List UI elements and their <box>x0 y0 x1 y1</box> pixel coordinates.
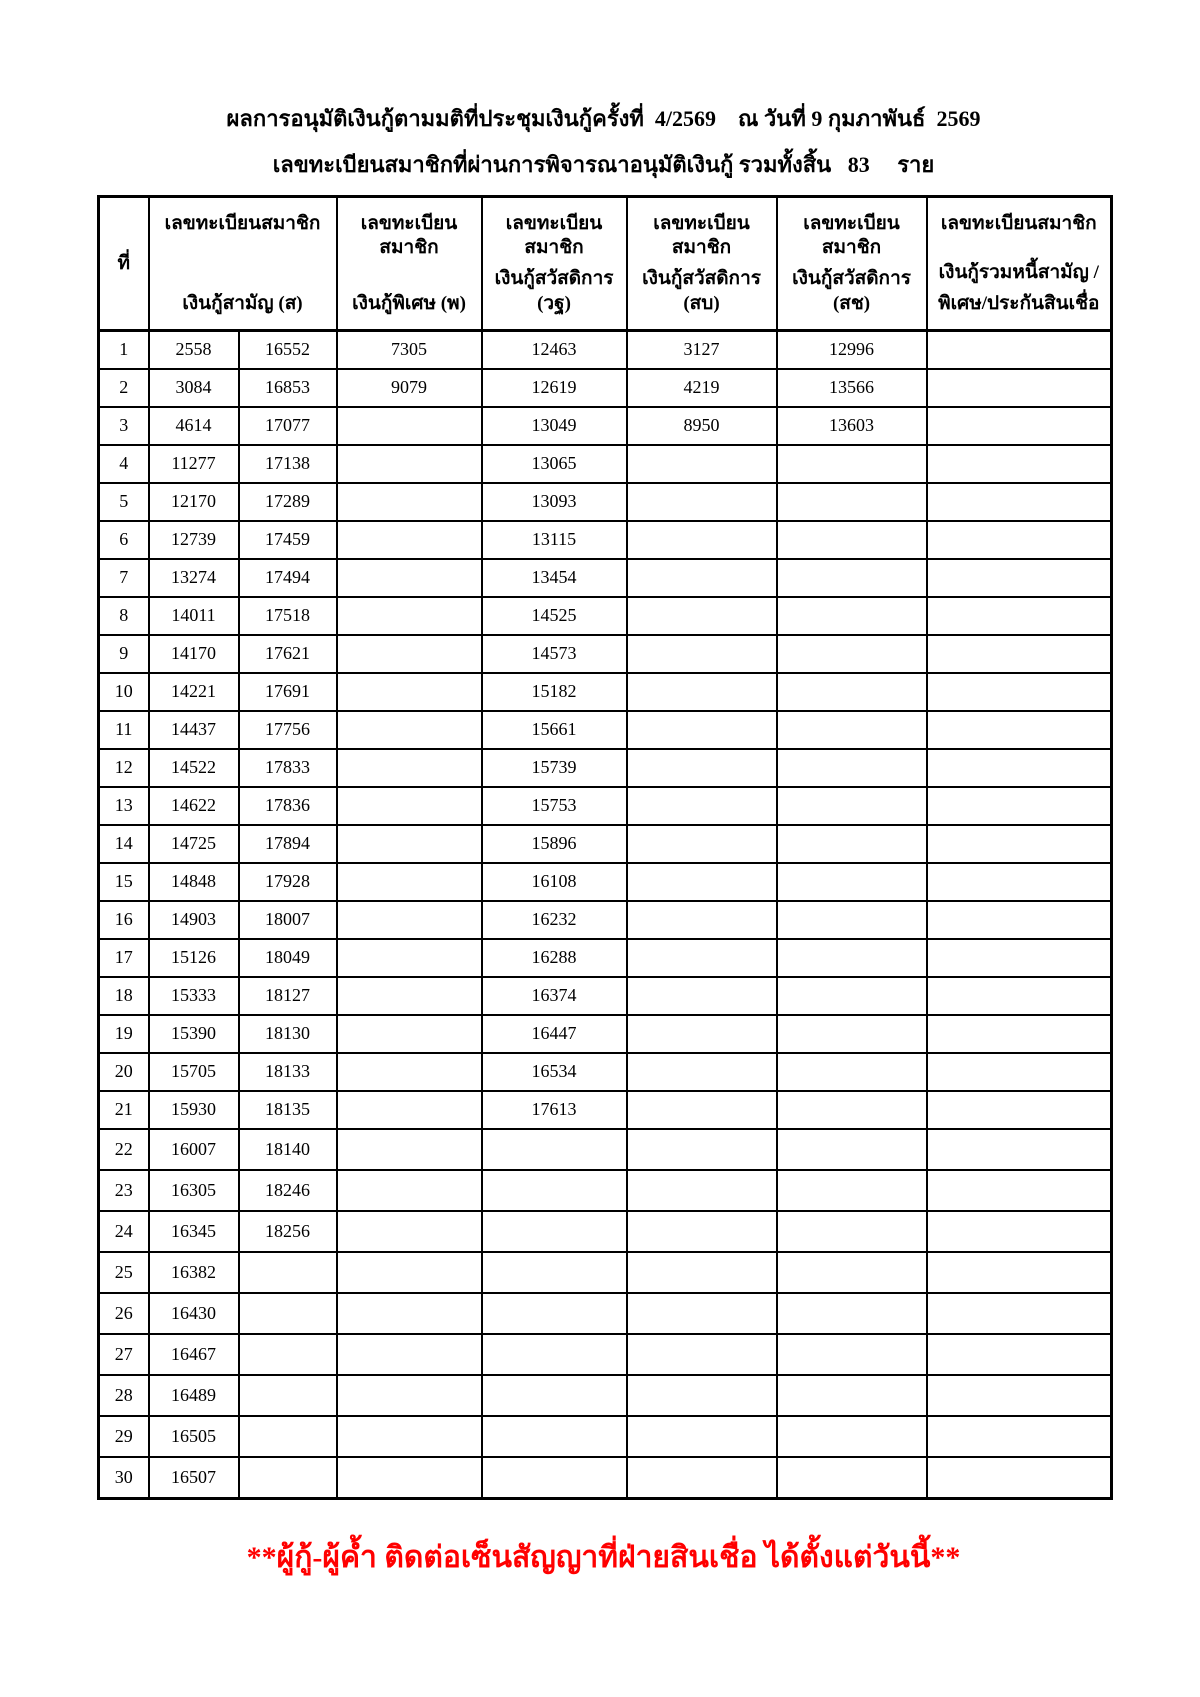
row-number-cell: 11 <box>99 711 149 749</box>
member-number-cell <box>337 1375 482 1416</box>
member-number-cell: 18135 <box>239 1091 337 1129</box>
member-number-cell <box>337 1457 482 1499</box>
member-number-cell <box>482 1129 627 1170</box>
member-number-cell <box>337 407 482 445</box>
member-number-cell: 18246 <box>239 1170 337 1211</box>
member-number-cell: 3084 <box>149 369 239 407</box>
member-number-cell <box>337 901 482 939</box>
member-number-cell: 13049 <box>482 407 627 445</box>
table-row <box>99 901 1112 939</box>
member-number-cell <box>927 559 1112 597</box>
row-number-cell: 25 <box>99 1252 149 1293</box>
member-number-cell: 17494 <box>239 559 337 597</box>
member-number-cell: 14437 <box>149 711 239 749</box>
member-number-cell <box>337 559 482 597</box>
member-number-cell <box>777 559 927 597</box>
member-number-cell <box>627 787 777 825</box>
member-reg-label: เลขทะเบียนสมาชิก <box>940 212 1097 234</box>
member-number-cell: 16288 <box>482 939 627 977</box>
member-number-cell <box>627 559 777 597</box>
member-number-cell <box>627 521 777 559</box>
member-number-cell <box>777 521 927 559</box>
member-number-cell <box>927 330 1112 369</box>
member-number-cell: 17138 <box>239 445 337 483</box>
row-number-cell: 2 <box>99 369 149 407</box>
table-row <box>99 407 1112 445</box>
member-number-cell <box>627 597 777 635</box>
member-number-cell <box>337 1416 482 1457</box>
member-number-cell <box>337 445 482 483</box>
table-row <box>99 787 1112 825</box>
member-number-cell: 13115 <box>482 521 627 559</box>
member-number-cell: 17894 <box>239 825 337 863</box>
table-row <box>99 711 1112 749</box>
member-number-cell: 18007 <box>239 901 337 939</box>
table-row <box>99 1252 1112 1293</box>
member-number-cell: 14903 <box>149 901 239 939</box>
member-number-cell: 15705 <box>149 1053 239 1091</box>
table-row <box>99 1053 1112 1091</box>
member-number-cell <box>337 939 482 977</box>
member-number-cell <box>927 1091 1112 1129</box>
row-number-cell: 7 <box>99 559 149 597</box>
member-number-cell: 16467 <box>149 1334 239 1375</box>
member-number-cell <box>927 939 1112 977</box>
member-number-cell <box>239 1334 337 1375</box>
member-number-cell <box>337 977 482 1015</box>
member-number-cell: 14170 <box>149 635 239 673</box>
member-number-cell: 15739 <box>482 749 627 787</box>
member-number-cell <box>777 1170 927 1211</box>
member-number-cell <box>482 1252 627 1293</box>
member-number-cell: 17833 <box>239 749 337 787</box>
row-number-cell: 17 <box>99 939 149 977</box>
table-row <box>99 559 1112 597</box>
member-number-cell: 17613 <box>482 1091 627 1129</box>
member-number-cell <box>777 939 927 977</box>
member-number-cell: 15930 <box>149 1091 239 1129</box>
table-row <box>99 939 1112 977</box>
row-number-cell: 1 <box>99 330 149 369</box>
member-number-cell <box>627 1375 777 1416</box>
row-number-cell: 8 <box>99 597 149 635</box>
col-header-loan-saman <box>149 196 337 330</box>
member-number-cell: 14725 <box>149 825 239 863</box>
table-row <box>99 1293 1112 1334</box>
member-number-cell: 16374 <box>482 977 627 1015</box>
member-number-cell <box>337 863 482 901</box>
member-number-cell <box>239 1457 337 1499</box>
row-number-cell: 22 <box>99 1129 149 1170</box>
member-number-cell <box>482 1375 627 1416</box>
table-row <box>99 825 1112 863</box>
member-number-cell <box>927 635 1112 673</box>
col-header-loan-sawat-sch <box>777 196 927 330</box>
member-number-cell <box>239 1252 337 1293</box>
member-number-cell: 17518 <box>239 597 337 635</box>
row-number-cell: 14 <box>99 825 149 863</box>
table-row <box>99 521 1112 559</box>
member-number-cell <box>627 1416 777 1457</box>
member-number-cell <box>777 1211 927 1252</box>
member-number-cell: 14525 <box>482 597 627 635</box>
member-number-cell: 16534 <box>482 1053 627 1091</box>
member-number-cell: 15896 <box>482 825 627 863</box>
member-number-cell <box>482 1416 627 1457</box>
member-number-cell: 18140 <box>239 1129 337 1170</box>
member-number-cell: 16853 <box>239 369 337 407</box>
table-row <box>99 445 1112 483</box>
member-reg-label: เลขทะเบียนสมาชิก <box>653 212 750 259</box>
member-number-cell: 3127 <box>627 330 777 369</box>
row-number-cell: 30 <box>99 1457 149 1499</box>
member-number-cell: 17077 <box>239 407 337 445</box>
member-number-cell <box>337 597 482 635</box>
member-number-cell <box>927 369 1112 407</box>
member-number-cell <box>927 445 1112 483</box>
member-reg-label: เลขทะเบียนสมาชิก <box>505 212 603 259</box>
member-number-cell: 13454 <box>482 559 627 597</box>
member-number-cell <box>927 1170 1112 1211</box>
table-header-row <box>99 196 1112 330</box>
table-row <box>99 673 1112 711</box>
row-number-cell: 23 <box>99 1170 149 1211</box>
table-row <box>99 597 1112 635</box>
member-number-cell: 14622 <box>149 787 239 825</box>
member-number-cell: 17691 <box>239 673 337 711</box>
row-number-cell: 20 <box>99 1053 149 1091</box>
member-number-cell <box>627 825 777 863</box>
table-row <box>99 749 1112 787</box>
table-row <box>99 1211 1112 1252</box>
member-number-cell <box>337 483 482 521</box>
member-number-cell: 14011 <box>149 597 239 635</box>
member-number-cell <box>627 1129 777 1170</box>
member-number-cell: 16382 <box>149 1252 239 1293</box>
member-number-cell <box>777 749 927 787</box>
col-header-loan-sawat-sb <box>627 196 777 330</box>
member-number-cell <box>927 825 1112 863</box>
member-number-cell: 13065 <box>482 445 627 483</box>
member-number-cell <box>927 787 1112 825</box>
member-number-cell <box>627 1170 777 1211</box>
member-number-cell: 13093 <box>482 483 627 521</box>
member-number-cell: 9079 <box>337 369 482 407</box>
member-number-cell <box>337 1170 482 1211</box>
member-number-cell: 16447 <box>482 1015 627 1053</box>
member-number-cell <box>337 1091 482 1129</box>
member-number-cell: 16108 <box>482 863 627 901</box>
loan-ruamnee-label-line2: พิเศษ/ประกันสินเชื่อ <box>938 293 1100 315</box>
member-number-cell: 13274 <box>149 559 239 597</box>
member-number-cell <box>777 1457 927 1499</box>
member-number-cell <box>337 787 482 825</box>
member-number-cell <box>777 1091 927 1129</box>
member-number-cell <box>777 901 927 939</box>
loan-approval-table <box>97 195 1113 1500</box>
member-number-cell <box>239 1416 337 1457</box>
member-number-cell <box>337 635 482 673</box>
member-number-cell <box>777 825 927 863</box>
member-number-cell <box>627 445 777 483</box>
row-number-cell: 6 <box>99 521 149 559</box>
member-number-cell <box>927 1334 1112 1375</box>
member-number-cell: 14522 <box>149 749 239 787</box>
member-number-cell <box>239 1375 337 1416</box>
member-number-cell: 14848 <box>149 863 239 901</box>
member-number-cell <box>927 1457 1112 1499</box>
member-number-cell: 16345 <box>149 1211 239 1252</box>
member-number-cell <box>627 635 777 673</box>
member-number-cell: 11277 <box>149 445 239 483</box>
member-reg-label: เลขทะเบียนสมาชิก <box>164 212 321 234</box>
member-number-cell: 15126 <box>149 939 239 977</box>
member-reg-label: เลขทะเบียนสมาชิก <box>360 212 458 259</box>
row-number-cell: 5 <box>99 483 149 521</box>
member-number-cell <box>777 1053 927 1091</box>
member-number-cell <box>337 521 482 559</box>
loan-ruamnee-label-line1: เงินกู้รวมหนี้สามัญ / <box>938 262 1099 284</box>
row-number-cell: 4 <box>99 445 149 483</box>
member-number-cell <box>927 1015 1112 1053</box>
row-number-cell: 16 <box>99 901 149 939</box>
member-number-cell <box>337 825 482 863</box>
member-number-cell <box>627 1015 777 1053</box>
member-number-cell <box>627 483 777 521</box>
member-number-cell <box>337 1252 482 1293</box>
row-number-cell: 24 <box>99 1211 149 1252</box>
member-number-cell <box>627 711 777 749</box>
member-number-cell: 18133 <box>239 1053 337 1091</box>
col-header-loan-sawat-wt <box>482 196 627 330</box>
col-header-no <box>99 196 149 330</box>
member-number-cell <box>627 1334 777 1375</box>
table-row <box>99 483 1112 521</box>
loan-sawat-sb-label: เงินกู้สวัสดิการ (สบ) <box>642 268 761 315</box>
loan-sawat-wt-label: เงินกู้สวัสดิการ (วฐ) <box>494 268 614 315</box>
member-number-cell: 16505 <box>149 1416 239 1457</box>
table-row <box>99 1129 1112 1170</box>
member-number-cell: 18130 <box>239 1015 337 1053</box>
member-number-cell <box>627 939 777 977</box>
member-number-cell <box>927 1293 1112 1334</box>
member-number-cell: 15390 <box>149 1015 239 1053</box>
member-number-cell: 16305 <box>149 1170 239 1211</box>
row-number-cell: 3 <box>99 407 149 445</box>
member-number-cell: 15333 <box>149 977 239 1015</box>
table-row <box>99 863 1112 901</box>
table-row <box>99 1457 1112 1499</box>
member-number-cell: 4614 <box>149 407 239 445</box>
loan-sawat-sch-label: เงินกู้สวัสดิการ (สช) <box>792 268 911 315</box>
member-number-cell <box>777 1293 927 1334</box>
member-number-cell <box>337 1293 482 1334</box>
member-number-cell: 16430 <box>149 1293 239 1334</box>
member-number-cell <box>627 1211 777 1252</box>
row-number-cell: 21 <box>99 1091 149 1129</box>
member-number-cell: 16007 <box>149 1129 239 1170</box>
member-number-cell: 17928 <box>239 863 337 901</box>
member-number-cell: 4219 <box>627 369 777 407</box>
member-reg-label: เลขทะเบียนสมาชิก <box>803 212 900 259</box>
member-number-cell: 15753 <box>482 787 627 825</box>
member-number-cell <box>777 711 927 749</box>
member-number-cell <box>777 673 927 711</box>
member-number-cell <box>777 483 927 521</box>
table-row <box>99 369 1112 407</box>
member-number-cell: 17289 <box>239 483 337 521</box>
col-header-loan-ruamnee <box>927 196 1112 330</box>
row-number-cell: 18 <box>99 977 149 1015</box>
row-number-cell: 26 <box>99 1293 149 1334</box>
member-number-cell <box>482 1211 627 1252</box>
member-number-cell <box>777 635 927 673</box>
document-titles <box>97 0 1110 181</box>
member-number-cell <box>627 977 777 1015</box>
member-number-cell <box>627 863 777 901</box>
member-number-cell <box>777 1416 927 1457</box>
member-number-cell <box>777 597 927 635</box>
loan-phiset-label: เงินกู้พิเศษ (พ) <box>352 293 466 315</box>
member-number-cell <box>239 1293 337 1334</box>
member-number-cell <box>927 901 1112 939</box>
member-number-cell <box>337 673 482 711</box>
member-number-cell: 13566 <box>777 369 927 407</box>
member-number-cell <box>482 1293 627 1334</box>
member-number-cell <box>337 749 482 787</box>
member-number-cell <box>627 1293 777 1334</box>
member-number-cell <box>927 1129 1112 1170</box>
row-number-cell: 10 <box>99 673 149 711</box>
table-row <box>99 1375 1112 1416</box>
member-number-cell <box>337 1334 482 1375</box>
member-number-cell: 15182 <box>482 673 627 711</box>
member-number-cell <box>337 1015 482 1053</box>
member-number-cell: 16232 <box>482 901 627 939</box>
member-number-cell <box>337 1053 482 1091</box>
member-number-cell: 18127 <box>239 977 337 1015</box>
member-number-cell <box>777 863 927 901</box>
table-row <box>99 330 1112 369</box>
table-row <box>99 635 1112 673</box>
member-number-cell <box>927 483 1112 521</box>
col-header-loan-phiset <box>337 196 482 330</box>
member-number-cell: 18256 <box>239 1211 337 1252</box>
member-number-cell <box>627 1252 777 1293</box>
member-number-cell <box>777 445 927 483</box>
table-row <box>99 1416 1112 1457</box>
member-number-cell <box>927 673 1112 711</box>
member-number-cell: 12996 <box>777 330 927 369</box>
row-number-cell: 12 <box>99 749 149 787</box>
member-number-cell <box>627 1457 777 1499</box>
row-number-cell: 9 <box>99 635 149 673</box>
member-number-cell: 13603 <box>777 407 927 445</box>
member-number-cell <box>927 749 1112 787</box>
member-number-cell: 18049 <box>239 939 337 977</box>
table-row <box>99 977 1112 1015</box>
member-number-cell: 8950 <box>627 407 777 445</box>
loan-saman-label: เงินกู้สามัญ (ส) <box>182 293 303 315</box>
member-number-cell <box>927 863 1112 901</box>
col-header-no-label: ที่ <box>117 253 131 275</box>
page-subtitle: เลขทะเบียนสมาชิกที่ผ่านการพิจารณาอนุมัติเงินกู้ รวมทั้งสิ้น 83 ราย <box>272 151 935 177</box>
member-number-cell <box>927 1416 1112 1457</box>
member-number-cell <box>627 901 777 939</box>
member-number-cell: 17756 <box>239 711 337 749</box>
member-number-cell <box>627 1053 777 1091</box>
member-number-cell: 15661 <box>482 711 627 749</box>
member-number-cell <box>777 787 927 825</box>
row-number-cell: 19 <box>99 1015 149 1053</box>
page-title: ผลการอนุมัติเงินกู้ตามมติที่ประชุมเงินกู้ครั้งที่ 4/2569 ณ วันที่ 9 กุมภาพันธ์ 2569 <box>226 106 981 131</box>
table-row <box>99 1170 1112 1211</box>
member-number-cell: 17836 <box>239 787 337 825</box>
member-number-cell <box>927 977 1112 1015</box>
member-number-cell <box>927 597 1112 635</box>
member-number-cell <box>337 711 482 749</box>
member-number-cell <box>482 1334 627 1375</box>
row-number-cell: 27 <box>99 1334 149 1375</box>
table-row <box>99 1091 1112 1129</box>
member-number-cell <box>777 977 927 1015</box>
document-content <box>97 0 1110 1581</box>
member-number-cell: 12170 <box>149 483 239 521</box>
member-number-cell <box>627 749 777 787</box>
member-number-cell <box>482 1457 627 1499</box>
row-number-cell: 15 <box>99 863 149 901</box>
member-number-cell <box>927 1375 1112 1416</box>
member-number-cell: 12739 <box>149 521 239 559</box>
member-number-cell <box>777 1252 927 1293</box>
row-number-cell: 13 <box>99 787 149 825</box>
member-number-cell <box>777 1015 927 1053</box>
member-number-cell <box>482 1170 627 1211</box>
member-number-cell: 12619 <box>482 369 627 407</box>
member-number-cell <box>927 1252 1112 1293</box>
footer-notice: **ผู้กู้-ผู้ค้ำ ติดต่อเซ็นสัญญาที่ฝ่ายสินเชื่อ ได้ตั้งแต่วันนี้** <box>246 1540 961 1574</box>
member-number-cell <box>927 1211 1112 1252</box>
member-number-cell <box>927 407 1112 445</box>
row-number-cell: 28 <box>99 1375 149 1416</box>
member-number-cell: 14221 <box>149 673 239 711</box>
member-number-cell: 17621 <box>239 635 337 673</box>
member-number-cell: 17459 <box>239 521 337 559</box>
member-number-cell <box>927 1053 1112 1091</box>
member-number-cell: 16507 <box>149 1457 239 1499</box>
member-number-cell: 16552 <box>239 330 337 369</box>
member-number-cell <box>927 711 1112 749</box>
member-number-cell: 16489 <box>149 1375 239 1416</box>
member-number-cell: 14573 <box>482 635 627 673</box>
member-number-cell <box>337 1129 482 1170</box>
member-number-cell <box>337 1211 482 1252</box>
member-number-cell <box>777 1375 927 1416</box>
member-number-cell <box>627 673 777 711</box>
row-number-cell: 29 <box>99 1416 149 1457</box>
member-number-cell: 12463 <box>482 330 627 369</box>
member-number-cell <box>627 1091 777 1129</box>
member-number-cell: 2558 <box>149 330 239 369</box>
member-number-cell <box>927 521 1112 559</box>
member-number-cell <box>777 1334 927 1375</box>
member-number-cell <box>777 1129 927 1170</box>
table-row <box>99 1015 1112 1053</box>
member-number-cell: 7305 <box>337 330 482 369</box>
table-row <box>99 1334 1112 1375</box>
